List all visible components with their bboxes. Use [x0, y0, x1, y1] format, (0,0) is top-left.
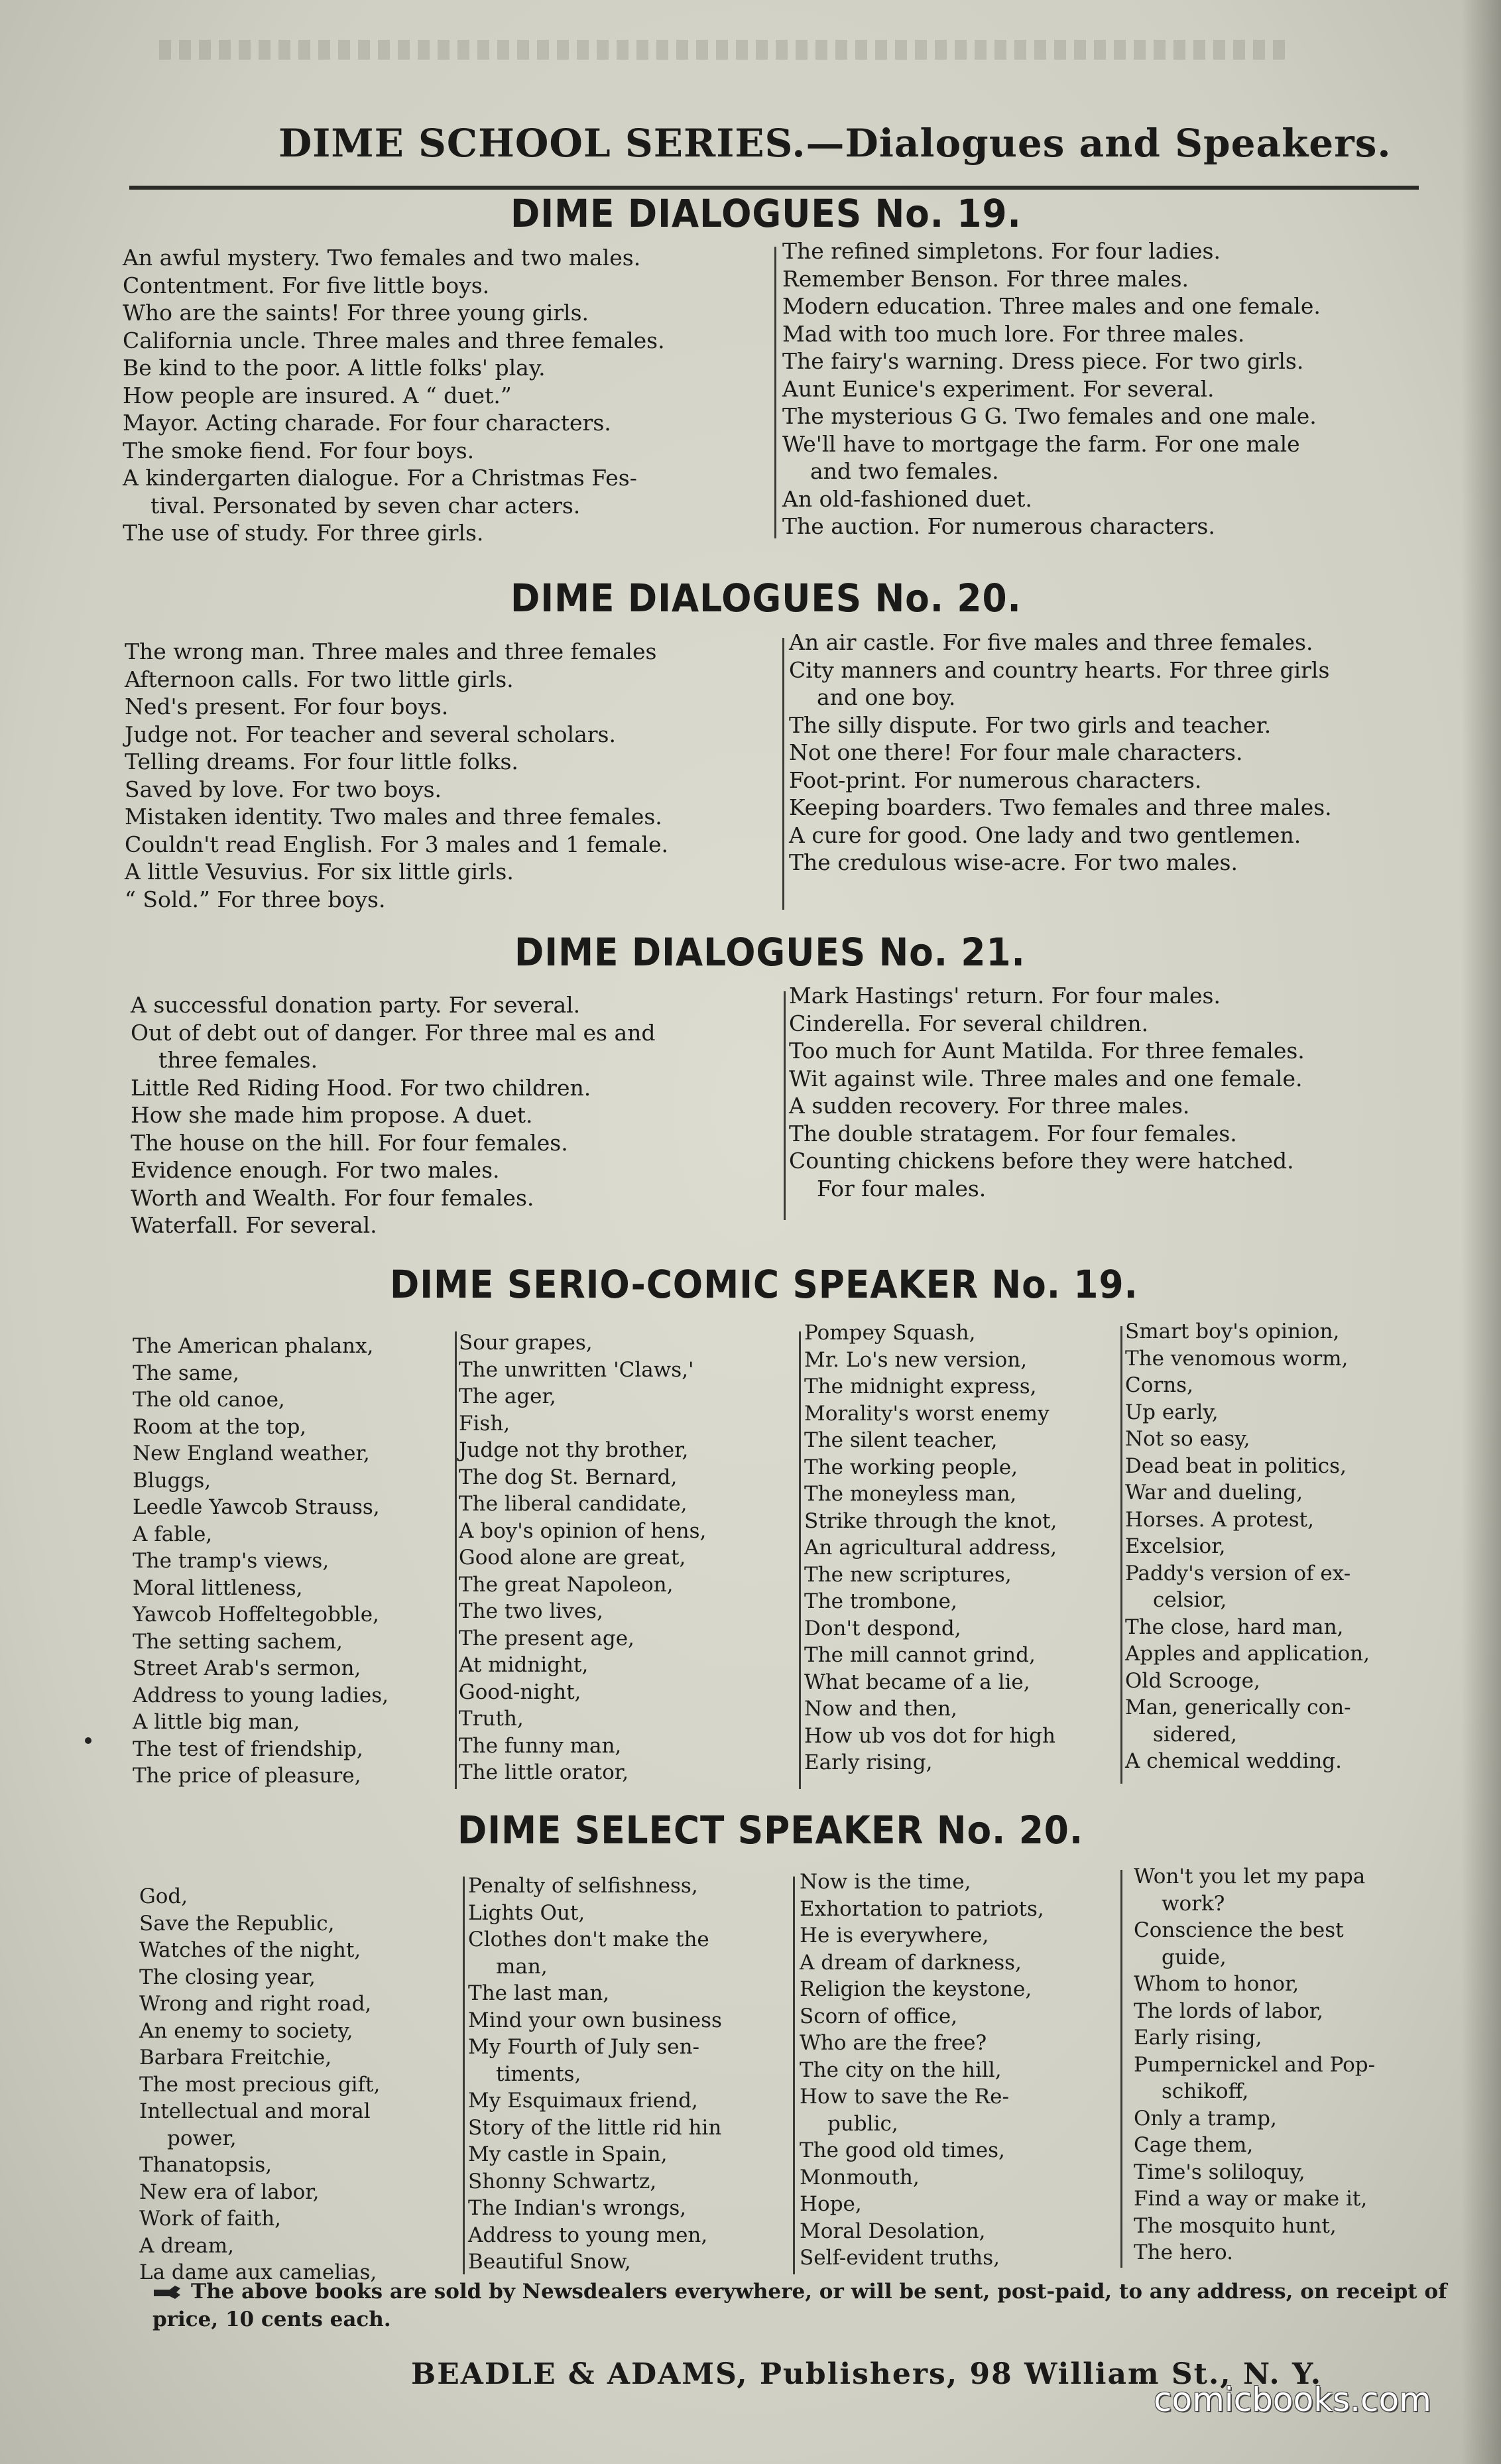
list-item: Paddy's version of ex-: [1125, 1561, 1351, 1585]
list-item: New England weather,: [133, 1442, 370, 1465]
list-item: The close, hard man,: [1125, 1615, 1344, 1639]
list-item: New era of labor,: [139, 2180, 320, 2204]
list-item: Scorn of office,: [800, 2004, 958, 2028]
list-item-continuation: man,: [496, 1954, 548, 1979]
list-item: Bluggs,: [133, 1468, 211, 1493]
pointing-hand-icon: [152, 2284, 182, 2302]
list-item: A dream of darkness,: [800, 1950, 1022, 1975]
list-item: Apples and application,: [1125, 1642, 1370, 1666]
list-item-continuation: and one boy.: [817, 684, 956, 710]
list-item: Self-evident truths,: [800, 2246, 1000, 2270]
list-item: Saved by love. For two boys.: [125, 776, 442, 802]
list-item: The refined simpletons. For four ladies.: [782, 238, 1221, 264]
section-title-dialogues-20: DIME DIALOGUES No. 20.: [510, 576, 1022, 621]
page-edge-shadow: [1461, 0, 1501, 2464]
list-item: Cage them,: [1134, 2133, 1254, 2157]
list-item: Not one there! For four male characters.: [789, 739, 1243, 765]
list-item-continuation: public,: [827, 2111, 898, 2136]
list-item: City manners and country hearts. For three girls: [789, 656, 1330, 683]
list-item: Out of debt out of danger. For three mal es and: [131, 1019, 656, 1046]
list-item: The little orator,: [459, 1760, 629, 1784]
list-item: Moral Desolation,: [800, 2219, 986, 2243]
section-title-select-speaker-20: DIME SELECT SPEAKER No. 20.: [457, 1808, 1084, 1853]
list-item: The setting sachem,: [133, 1629, 343, 1654]
ink-speck: [85, 1737, 91, 1744]
list-item: A dream,: [139, 2233, 234, 2258]
column-divider: [455, 1331, 457, 1789]
list-item: The American phalanx,: [133, 1334, 374, 1358]
list-item: The moneyless man,: [804, 1482, 1017, 1506]
list-item: A cure for good. One lady and two gentlemen.: [789, 822, 1301, 848]
dialogues-21-col-right: [789, 982, 1439, 1202]
list-item: A sudden recovery. For three males.: [789, 1093, 1190, 1119]
dialogues-20-col-right: [789, 629, 1439, 877]
list-item: Aunt Eunice's experiment. For several.: [782, 375, 1215, 402]
list-item: Morality's worst enemy: [804, 1401, 1050, 1426]
column-divider: [1120, 1870, 1122, 2268]
list-item: Find a way or make it,: [1134, 2187, 1368, 2211]
serio-comic-col-4: [1125, 1318, 1437, 1775]
list-item: The two lives,: [459, 1599, 603, 1623]
list-item: A kindergarten dialogue. For a Christmas Fes-: [123, 465, 637, 491]
list-item: Thanatopsis,: [139, 2153, 272, 2177]
list-item: Evidence enough. For two males.: [131, 1157, 500, 1183]
list-item: We'll have to mortgage the farm. For one male: [782, 430, 1300, 457]
list-item: Smart boy's opinion,: [1125, 1320, 1340, 1343]
list-item: Who are the saints! For three young girls.: [123, 300, 589, 326]
list-item: How people are insured. A “ duet.”: [123, 382, 512, 408]
select-speaker-col-4: [1134, 1863, 1445, 2266]
list-item: Corns,: [1125, 1373, 1193, 1397]
list-item: Modern education. Three males and one female.: [782, 293, 1321, 319]
list-item: Judge not thy brother,: [459, 1438, 689, 1462]
serio-comic-col-1: [133, 1333, 451, 1790]
list-item: War and dueling,: [1125, 1481, 1303, 1505]
list-item-continuation: For four males.: [817, 1175, 987, 1201]
list-item: An air castle. For five males and three females.: [789, 629, 1313, 655]
list-item-continuation: guide,: [1162, 1945, 1227, 1969]
section-title-dialogues-19: DIME DIALOGUES No. 19.: [510, 191, 1022, 236]
list-item: Now and then,: [804, 1697, 957, 1721]
select-speaker-col-2: [468, 1873, 793, 2276]
list-item: The smoke fiend. For four boys.: [123, 437, 475, 463]
list-item: The unwritten 'Claws,': [459, 1357, 694, 1382]
list-item: The new scriptures,: [804, 1562, 1012, 1587]
list-item: Intellectual and moral: [139, 2099, 371, 2123]
list-item: The mosquito hunt,: [1134, 2213, 1337, 2238]
list-item: Mark Hastings' return. For four males.: [789, 983, 1221, 1009]
section-title-serio-comic-speaker-19: DIME SERIO-COMIC SPEAKER No. 19.: [390, 1262, 1138, 1307]
dialogues-19-col-left: [123, 244, 772, 547]
list-item: My castle in Spain,: [468, 2142, 668, 2166]
list-item: A chemical wedding.: [1125, 1749, 1342, 1773]
list-item: Dead beat in politics,: [1125, 1453, 1347, 1478]
list-item: The use of study. For three girls.: [123, 520, 484, 546]
list-item: The house on the hill. For four females.: [131, 1129, 568, 1156]
list-item: My Fourth of July sen-: [468, 2035, 700, 2059]
list-item: Conscience the best: [1134, 1918, 1344, 1942]
header-rule: [129, 186, 1419, 190]
list-item: God,: [139, 1884, 188, 1908]
list-item: Good alone are great,: [459, 1546, 686, 1570]
list-item: How she made him propose. A duet.: [131, 1102, 533, 1128]
list-item: Religion the keystone,: [800, 1977, 1032, 2001]
list-item: The double stratagem. For four females.: [789, 1120, 1237, 1146]
list-item: The ager,: [459, 1385, 556, 1408]
list-item-continuation: work?: [1162, 1891, 1225, 1916]
list-item: The city on the hill,: [800, 2058, 1002, 2082]
watermark: comicbooks.com: [1154, 2380, 1431, 2419]
list-item-continuation: tival. Personated by seven char acters.: [150, 492, 581, 519]
list-item: Truth,: [459, 1707, 524, 1731]
list-item-continuation: sidered,: [1153, 1722, 1237, 1747]
list-item: Yawcob Hoffeltegobble,: [133, 1603, 379, 1627]
list-item: Judge not. For teacher and several scholars.: [125, 721, 616, 747]
list-item: Only a tramp,: [1134, 2106, 1277, 2130]
list-item: Waterfall. For several.: [131, 1212, 377, 1238]
dialogues-21-col-left: [131, 991, 780, 1239]
list-item: Couldn't read English. For 3 males and 1 female.: [125, 831, 668, 857]
list-item: The midnight express,: [804, 1375, 1037, 1398]
list-item: The lords of labor,: [1134, 1999, 1324, 2023]
list-item: A fable,: [133, 1522, 213, 1546]
footer-note: [152, 2278, 1452, 2333]
list-item: Mind your own business: [468, 2008, 722, 2032]
list-item: Story of the little rid hin: [468, 2115, 722, 2140]
list-item: The working people,: [804, 1455, 1018, 1479]
list-item: The mill cannot grind,: [804, 1643, 1036, 1667]
list-item: Old Scrooge,: [1125, 1668, 1260, 1693]
list-item: Horses. A protest,: [1125, 1507, 1314, 1532]
bleed-through-text: [159, 40, 1286, 60]
list-item: Moral littleness,: [133, 1575, 303, 1600]
list-item: A successful donation party. For several.: [131, 992, 581, 1018]
list-item-continuation: timents,: [496, 2062, 581, 2086]
list-item: Worth and Wealth. For four females.: [131, 1184, 534, 1211]
list-item: The closing year,: [139, 1965, 316, 1989]
list-item: The tramp's views,: [133, 1549, 330, 1573]
serio-comic-col-3: [804, 1320, 1122, 1776]
list-item: Exhortation to patriots,: [800, 1896, 1044, 1921]
list-item: Lights Out,: [468, 1900, 585, 1925]
column-divider: [793, 1877, 795, 2274]
list-item: The liberal candidate,: [459, 1492, 688, 1516]
list-item: The wrong man. Three males and three females: [125, 639, 657, 664]
serio-comic-col-2: [459, 1329, 790, 1786]
list-item: An agricultural address,: [804, 1536, 1057, 1560]
list-item: Leedle Yawcob Strauss,: [133, 1495, 380, 1519]
list-item: California uncle. Three males and three females.: [123, 327, 665, 353]
list-item: Too much for Aunt Matilda. For three females.: [789, 1038, 1305, 1064]
column-divider: [1120, 1326, 1122, 1784]
list-item: Early rising,: [804, 1751, 933, 1774]
list-item: Penalty of selfishness,: [468, 1874, 698, 1898]
list-item: Time's soliloquy,: [1134, 2160, 1305, 2184]
list-item: Mr. Lo's new version,: [804, 1347, 1028, 1372]
list-item: Wrong and right road,: [139, 1992, 372, 2016]
list-item: Pumpernickel and Pop-: [1134, 2052, 1376, 2077]
select-speaker-col-1: [139, 1883, 457, 2286]
list-item: The trombone,: [804, 1589, 957, 1613]
list-item: Whom to honor,: [1134, 1972, 1299, 1996]
list-item: Good-night,: [459, 1680, 581, 1704]
list-item: Mad with too much lore. For three males.: [782, 320, 1245, 347]
column-divider: [463, 1877, 465, 2274]
list-item: The funny man,: [459, 1733, 622, 1758]
list-item: Mistaken identity. Two males and three females.: [125, 804, 662, 830]
list-item: La dame aux camelias,: [139, 2260, 377, 2284]
list-item: The silent teacher,: [804, 1428, 998, 1452]
list-item: Hope,: [800, 2192, 862, 2216]
list-item: The silly dispute. For two girls and teacher.: [789, 711, 1272, 738]
list-item: The dog St. Bernard,: [459, 1465, 678, 1489]
list-item: Wit against wile. Three males and one female.: [789, 1065, 1303, 1091]
list-item: The credulous wise-acre. For two males.: [789, 849, 1238, 875]
list-item: He is everywhere,: [800, 1924, 989, 1947]
list-item: An old-fashioned duet.: [782, 485, 1032, 512]
list-item: The price of pleasure,: [133, 1764, 361, 1788]
page-header: DIME SCHOOL SERIES.—Dialogues and Speakers.: [278, 121, 1392, 166]
list-item: The last man,: [468, 1981, 610, 2005]
list-item: The present age,: [459, 1626, 634, 1650]
list-item: The great Napoleon,: [459, 1572, 674, 1597]
list-item: An awful mystery. Two females and two males.: [123, 245, 641, 271]
list-item: What became of a lie,: [804, 1670, 1030, 1694]
list-item: Don't despond,: [804, 1616, 961, 1640]
list-item-continuation: and two females.: [810, 458, 999, 484]
list-item: Up early,: [1125, 1400, 1219, 1424]
list-item-continuation: power,: [167, 2126, 237, 2150]
list-item: Man, generically con-: [1125, 1695, 1351, 1719]
list-item: Telling dreams. For four little folks.: [125, 749, 518, 774]
list-item: How ub vos dot for high: [804, 1723, 1056, 1748]
column-divider: [774, 247, 776, 538]
list-item: Address to young men,: [468, 2223, 708, 2247]
list-item: The good old times,: [800, 2138, 1005, 2162]
publisher-imprint: BEADLE & ADAMS, Publishers, 98 William St., N. Y.: [411, 2357, 1323, 2391]
list-item: Clothes don't make the: [468, 1928, 709, 1951]
list-item: Barbara Freitchie,: [139, 2046, 332, 2069]
list-item: Be kind to the poor. A little folks' play.: [123, 355, 546, 381]
list-item: The mysterious G G. Two females and one male.: [782, 403, 1317, 429]
list-item: Not so easy,: [1125, 1427, 1250, 1451]
list-item: Shonny Schwartz,: [468, 2169, 657, 2193]
list-item: Contentment. For five little boys.: [123, 272, 490, 298]
list-item: The venomous worm,: [1125, 1346, 1349, 1371]
list-item: The Indian's wrongs,: [468, 2196, 687, 2220]
list-item: Fish,: [459, 1411, 510, 1436]
list-item: Afternoon calls. For two little girls.: [125, 666, 514, 692]
column-divider: [784, 991, 786, 1220]
list-item: Counting chickens before they were hatched.: [789, 1148, 1294, 1174]
list-item: The old canoe,: [133, 1388, 285, 1412]
list-item: The auction. For numerous characters.: [782, 513, 1215, 539]
list-item: At midnight,: [459, 1653, 589, 1677]
list-item: The hero.: [1134, 2241, 1233, 2264]
list-item: “ Sold.” For three boys.: [125, 886, 386, 912]
list-item: Sour grapes,: [459, 1331, 593, 1355]
list-item: Excelsior,: [1125, 1534, 1226, 1558]
list-item: A boy's opinion of hens,: [459, 1518, 707, 1543]
list-item: Early rising,: [1134, 2026, 1262, 2050]
footer-note-text: The above books are sold by Newsdealers everywhere, or will be sent, post-paid, to any address, on receipt of price, 10 cents each.: [152, 2280, 1447, 2331]
list-item-continuation: celsior,: [1153, 1588, 1227, 1612]
dialogues-20-col-left: [125, 638, 774, 913]
list-item-continuation: schikoff,: [1162, 2079, 1249, 2103]
section-title-dialogues-21: DIME DIALOGUES No. 21.: [514, 930, 1026, 975]
list-item: Beautiful Snow,: [468, 2250, 631, 2274]
list-item: A little big man,: [133, 1710, 300, 1734]
list-item: Who are the free?: [800, 2031, 987, 2055]
list-item: Little Red Riding Hood. For two children.: [131, 1074, 591, 1101]
list-item: Address to young ladies,: [133, 1683, 389, 1707]
list-item: Strike through the knot,: [804, 1509, 1057, 1533]
list-item: The same,: [133, 1361, 239, 1385]
list-item: An enemy to society,: [139, 2018, 353, 2043]
list-item: Keeping boarders. Two females and three males.: [789, 794, 1332, 820]
list-item: Pompey Squash,: [804, 1321, 976, 1345]
column-divider: [799, 1331, 801, 1789]
column-divider: [782, 638, 784, 910]
list-item: Street Arab's sermon,: [133, 1656, 361, 1680]
list-item: Foot-print. For numerous characters.: [789, 767, 1202, 793]
list-item: Ned's present. For four boys.: [125, 694, 449, 719]
list-item: Watches of the night,: [139, 1938, 361, 1962]
list-item-continuation: three females.: [158, 1047, 318, 1073]
list-item: Room at the top,: [133, 1414, 307, 1439]
list-item: Now is the time,: [800, 1870, 971, 1894]
list-item: The most precious gift,: [139, 2072, 381, 2097]
list-item: Save the Republic,: [139, 1911, 335, 1936]
list-item: The fairy's warning. Dress piece. For two girls.: [782, 348, 1304, 374]
list-item: How to save the Re-: [800, 2085, 1009, 2109]
list-item: Remember Benson. For three males.: [782, 265, 1189, 292]
dialogues-19-col-right: [782, 237, 1432, 540]
list-item: Won't you let my papa: [1134, 1865, 1366, 1888]
list-item: Work of faith,: [139, 2207, 282, 2231]
list-item: My Esquimaux friend,: [468, 2089, 698, 2113]
list-item: Monmouth,: [800, 2165, 920, 2189]
list-item: Mayor. Acting charade. For four characters.: [123, 410, 611, 436]
list-item: Cinderella. For several children.: [789, 1010, 1149, 1036]
list-item: The test of friendship,: [133, 1737, 363, 1761]
select-speaker-col-3: [800, 1869, 1118, 2272]
list-item: A little Vesuvius. For six little girls.: [125, 859, 514, 885]
